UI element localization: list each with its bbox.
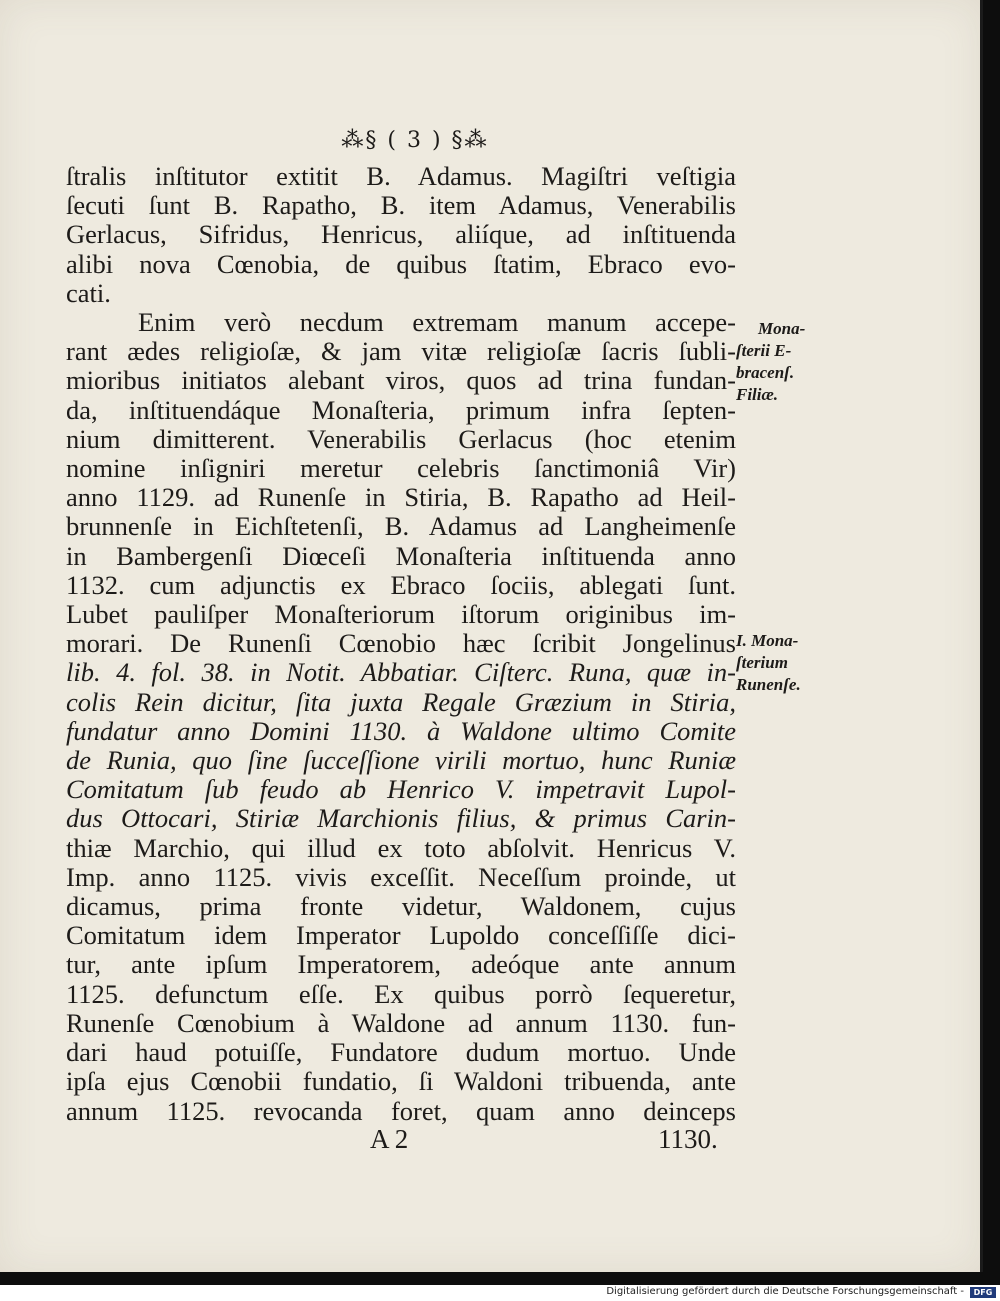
- text-line: Enim verò necdum extremam manum accepe-: [138, 307, 736, 338]
- text-line: Runenſe Cœnobium à Waldone ad annum 1130. fun-: [66, 1007, 736, 1038]
- margin-note-line: I. Mona-: [736, 631, 799, 650]
- credit-text: Digitalisierung gefördert durch die Deutsche Forschungsgemeinschaft -: [606, 1286, 964, 1297]
- signature-mark: A 2: [370, 1124, 409, 1154]
- margin-note-line: Mona-: [758, 319, 806, 338]
- text-line: ipſa ejus Cœnobii fundatio, ſi Waldoni tribuenda, ante: [66, 1066, 736, 1097]
- dfg-logo-icon: DFG: [970, 1287, 996, 1298]
- text-line: dicamus, prima fronte videtur, Waldonem, cujus: [66, 891, 736, 922]
- text-line: rant ædes religioſæ, & jam vitæ religioſæ ſacris ſubli-: [66, 336, 736, 367]
- text-line: dus Ottocari, Stiriæ Marchionis filius, & primus Carin-: [66, 803, 736, 834]
- text-line: colis Rein dicitur, ſita juxta Regale Græzium in Stiria,: [66, 686, 736, 717]
- text-line: anno 1129. ad Runenſe in Stiria, B. Rapatho ad Heil-: [66, 482, 736, 513]
- text-line: Comitatum ſub feudo ab Henrico V. impetravit Lupol-: [66, 774, 736, 805]
- text-line: lib. 4. fol. 38. in Notit. Abbatiar. Ciſterc. Runa, quæ in-: [66, 657, 736, 688]
- text-line: Lubet pauliſper Monaſteriorum iſtorum originibus im-: [66, 599, 736, 630]
- text-line: fundatur anno Domini 1130. à Waldone ultimo Comite: [66, 715, 736, 746]
- text-line: nomine inſigniri meretur celebris ſanctimoniâ Vir): [66, 453, 736, 484]
- margin-note-line: Runenſe.: [736, 675, 801, 694]
- text-line: Gerlacus, Sifridus, Henricus, aliíque, ad inſtituenda: [66, 219, 736, 250]
- text-line: ſtralis inſtitutor extitit B. Adamus. Magiſtri veſtigia: [66, 161, 736, 191]
- text-line: de Runia, quo ſine ſucceſſione virili mortuo, hunc Runiæ: [66, 745, 736, 776]
- text-line: in Bambergenſi Diœceſi Monaſteria inſtituenda anno: [66, 540, 736, 571]
- text-line: da, inſtituendáque Monaſteria, primum infra ſepten-: [66, 394, 736, 425]
- text-line: annum 1125. revocanda foret, quam anno deinceps: [66, 1095, 736, 1126]
- text-line: 1125. defunctum eſſe. Ex quibus porrò ſequeretur,: [66, 978, 736, 1009]
- catchword: 1130.: [658, 1124, 718, 1154]
- body-text: [66, 162, 736, 1126]
- text-line: tur, ante ipſum Imperatorem, adeóque ante annum: [66, 949, 736, 980]
- text-line: 1132. cum adjunctis ex Ebraco ſociis, ablegati ſunt.: [66, 569, 736, 600]
- text-line: ſecuti ſunt B. Rapatho, B. item Adamus, Venerabilis: [66, 190, 736, 221]
- credit-bar: [0, 1285, 1000, 1301]
- text-line: morari. De Runenſi Cœnobio hæc ſcribit Jongelinus: [66, 628, 736, 659]
- text-line: Comitatum idem Imperator Lupoldo conceſſiſſe dici-: [66, 920, 736, 951]
- text-line: Imp. anno 1125. vivis exceſſit. Neceſſum proinde, ut: [66, 861, 736, 892]
- margin-note-line: ſterii E-: [736, 341, 792, 360]
- text-line: cati.: [66, 277, 111, 308]
- margin-note-filiae: [736, 318, 805, 406]
- margin-note-line: bracenſ.: [736, 363, 795, 382]
- text-line: alibi nova Cœnobia, de quibus ſtatim, Ebraco evo-: [66, 248, 736, 279]
- text-line: nium dimitterent. Venerabilis Gerlacus (hoc etenim: [66, 423, 736, 454]
- text-line: dari haud potuiſſe, Fundatore dudum mortuo. Unde: [66, 1037, 736, 1068]
- text-line: brunnenſe in Eichſtetenſi, B. Adamus ad Langheimenſe: [66, 511, 736, 542]
- margin-note-line: Filiæ.: [736, 385, 779, 404]
- margin-note-line: ſterium: [736, 653, 788, 672]
- text-line: mioribus initiatos alebant viros, quos ad trina fundan-: [66, 365, 736, 396]
- margin-note-runense: [736, 630, 801, 696]
- text-line: thiæ Marchio, qui illud ex toto abſolvit. Henricus V.: [66, 832, 736, 863]
- page-header: ⁂§ ( 3 ) §⁂: [341, 128, 489, 153]
